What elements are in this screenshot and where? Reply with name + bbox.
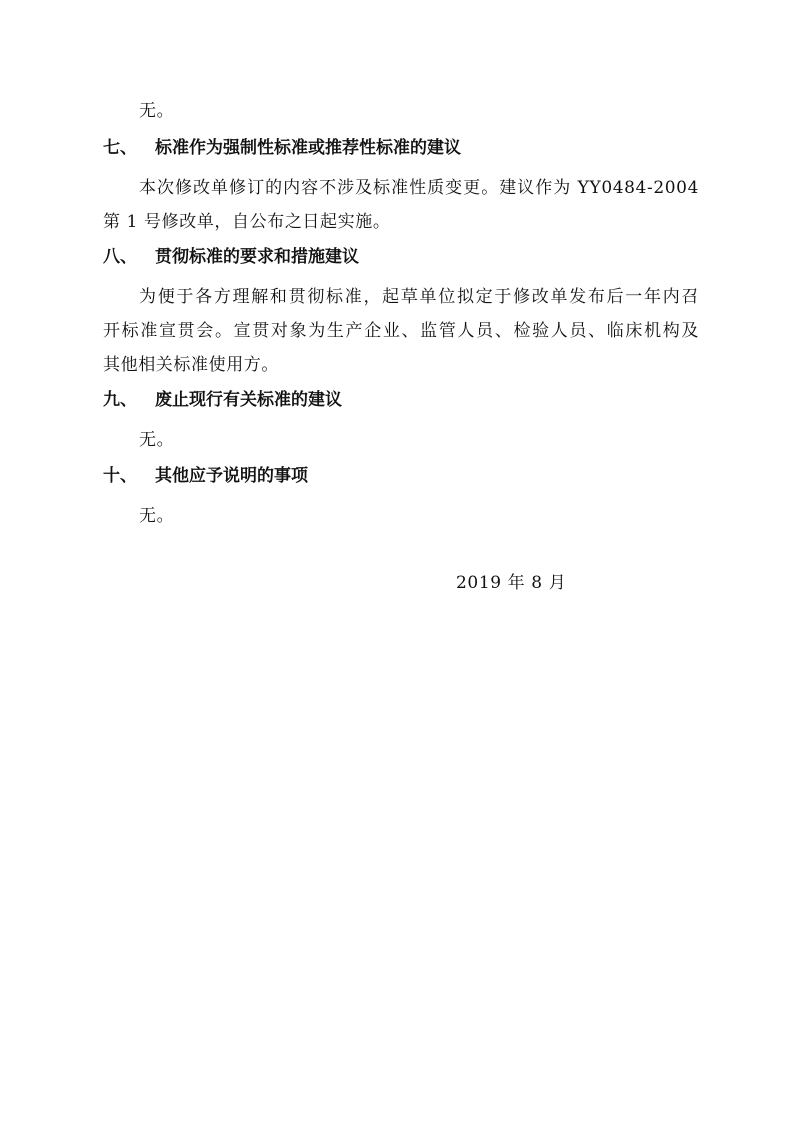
section-7-title: 标准作为强制性标准或推荐性标准的建议 — [155, 138, 461, 158]
section-9-heading — [103, 388, 342, 412]
section-9-paragraph-line-1: 无。 — [139, 430, 175, 450]
section-8-paragraph-line-3: 其他相关标准使用方。 — [103, 355, 279, 375]
intro-none-text: 无。 — [139, 101, 175, 121]
section-10-number: 十、 — [103, 466, 137, 486]
section-7-number: 七、 — [103, 138, 137, 158]
section-8-number: 八、 — [103, 247, 137, 267]
section-8-paragraph-line-2: 开标准宣贯会。宣贯对象为生产企业、监管人员、检验人员、临床机构及 — [103, 321, 699, 341]
section-10-heading — [103, 464, 308, 488]
section-8-paragraph-line-1: 为便于各方理解和贯彻标准，起草单位拟定于修改单发布后一年内召 — [139, 287, 699, 307]
section-8-title: 贯彻标准的要求和措施建议 — [155, 247, 359, 267]
section-10-title: 其他应予说明的事项 — [155, 466, 308, 486]
section-8-heading — [103, 245, 359, 269]
section-10-paragraph-line-1: 无。 — [139, 506, 175, 526]
document-date: 2019 年 8 月 — [456, 573, 567, 593]
section-9-title: 废止现行有关标准的建议 — [155, 390, 342, 410]
section-7-paragraph-line-2: 第 1 号修改单，自公布之日起实施。 — [103, 212, 391, 232]
section-7-heading — [103, 136, 461, 160]
section-9-number: 九、 — [103, 390, 137, 410]
section-7-paragraph-line-1: 本次修改单修订的内容不涉及标准性质变更。建议作为 YY0484-2004 — [139, 178, 699, 198]
